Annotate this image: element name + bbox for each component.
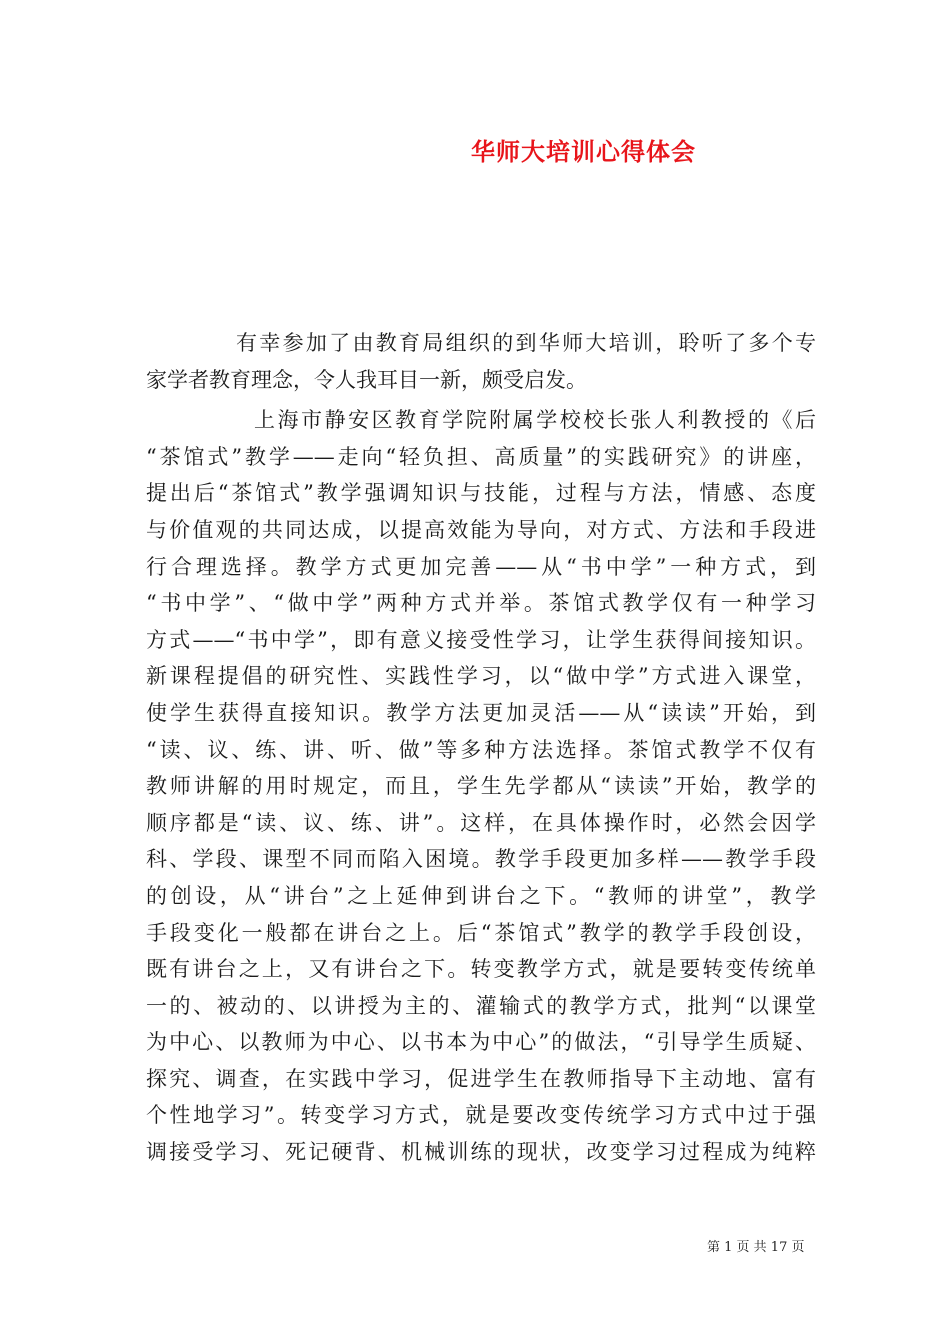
paragraph-1-line-1: 有幸参加了由教育局组织的到华师大培训，聆听了多个专 bbox=[236, 331, 816, 355]
paragraph-2-line-14: 的创设，从“讲台”之上延伸到讲台之下。“教师的讲堂”，教学 bbox=[146, 883, 816, 908]
paragraph-2-line-18: 为中心、以教师为中心、以书本为中心”的做法，“引导学生质疑、 bbox=[146, 1030, 816, 1055]
paragraph-2-line-2: “茶馆式”教学——走向“轻负担、高质量”的实践研究》的讲座， bbox=[146, 444, 816, 469]
paragraph-2-line-12: 顺序都是“读、议、练、讲”。这样，在具体操作时，必然会因学 bbox=[146, 810, 816, 835]
paragraph-2-line-9: 使学生获得直接知识。教学方法更加灵活——从“读读”开始，到 bbox=[146, 700, 816, 725]
document-body bbox=[146, 325, 816, 1171]
paragraph-2-line-17: 一的、被动的、以讲授为主的、灌输式的教学方式，批判“以课堂 bbox=[146, 993, 816, 1018]
paragraph-2-line-5: 行合理选择。教学方式更加完善——从“书中学”一种方式，到 bbox=[146, 554, 816, 579]
page-number: 第 1 页 共 17 页 bbox=[707, 1240, 805, 1255]
paragraph-2-line-20: 个性地学习”。转变学习方式，就是要改变传统学习方式中过于强 bbox=[146, 1103, 816, 1128]
paragraph-2-line-16: 既有讲台之上，又有讲台之下。转变教学方式，就是要转变传统单 bbox=[146, 957, 816, 982]
paragraph-2-line-3: 提出后“茶馆式”教学强调知识与技能，过程与方法，情感、态度 bbox=[146, 481, 816, 506]
paragraph-1-line-2: 家学者教育理念，令人我耳目一新，颇受启发。 bbox=[146, 367, 587, 392]
paragraph-2-line-15: 手段变化一般都在讲台之上。后“茶馆式”教学的教学手段创设， bbox=[146, 920, 816, 945]
paragraph-2-line-10: “读、议、练、讲、听、做”等多种方法选择。茶馆式教学不仅有 bbox=[146, 737, 816, 762]
paragraph-2-line-6: “书中学”、“做中学”两种方式并举。茶馆式教学仅有一种学习 bbox=[146, 591, 816, 616]
paragraph-2-line-8: 新课程提倡的研究性、实践性学习，以“做中学”方式进入课堂， bbox=[146, 664, 816, 689]
paragraph-2-line-13: 科、学段、课型不同而陷入困境。教学手段更加多样——教学手段 bbox=[146, 847, 816, 872]
paragraph-2-line-19: 探究、调查，在实践中学习，促进学生在教师指导下主动地、富有 bbox=[146, 1066, 816, 1091]
paragraph-2-line-7: 方式——“书中学”，即有意义接受性学习，让学生获得间接知识。 bbox=[146, 627, 816, 652]
paragraph-2-line-11: 教师讲解的用时规定，而且，学生先学都从“读读”开始，教学的 bbox=[146, 774, 816, 799]
paragraph-2-line-1: 上海市静安区教育学院附属学校校长张人利教授的《后 bbox=[254, 408, 816, 433]
document-title: 华师大培训心得体会 bbox=[471, 137, 696, 166]
paragraph-2-line-4: 与价值观的共同达成，以提高效能为导向，对方式、方法和手段进 bbox=[146, 517, 816, 542]
paragraph-2-line-21: 调接受学习、死记硬背、机械训练的现状，改变学习过程成为纯粹 bbox=[146, 1140, 816, 1165]
